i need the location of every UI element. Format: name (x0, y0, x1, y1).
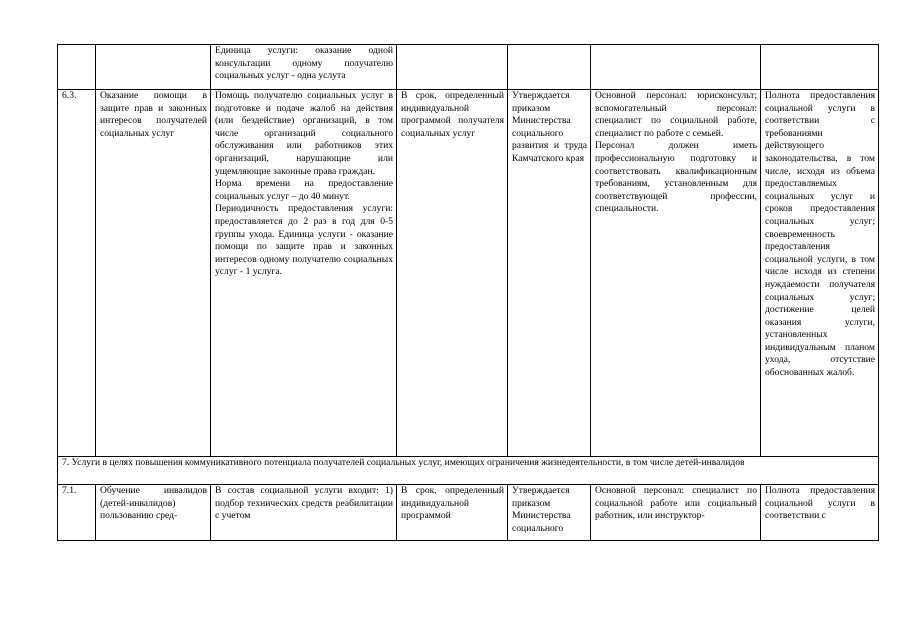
section-heading-row (58, 457, 879, 485)
cell-approval (508, 45, 591, 90)
cell-name: Обучение инвалидов (детей-инвалидов) пользованию сред- (96, 485, 211, 541)
cell-name: Оказание помощи в защите прав и законных интересов получателей социальных услуг (96, 90, 211, 457)
cell-staff (591, 90, 761, 457)
table-row-6-3 (58, 90, 879, 457)
cell-description: В состав социальной услуги входит: 1) подбор технических средств реабилитации с учетом (211, 485, 397, 541)
staff-requirements-text: Персонал должен иметь профессиональную подготовку и соответствовать квалификационным требованиям, установленным для соответствующей профессии, специальности. (595, 140, 757, 215)
cell-term: В срок, определенный индивидуальной программой получателя социальных услуг (397, 90, 508, 457)
cell-description (211, 90, 397, 457)
cell-description (211, 45, 397, 90)
time-norm-text: Норма времени на предоставление социальных услуг – до 40 минут. (215, 178, 393, 202)
cell-num (58, 45, 96, 90)
cell-name (96, 45, 211, 90)
table-row-continuation (58, 45, 879, 90)
cell-term (397, 45, 508, 90)
cell-approval: Утверждается приказом Министерства социального развития и труда Камчатского края (508, 90, 591, 457)
periodicity-text: Периодичность предоставления услуги: предоставляется до 2 раз в год для 0-5 группы ухода. Единица услуги - оказание помощи по защите прав и законных интересов одному получателю социальных услуг - 1 услуга. (215, 203, 393, 278)
table-row-7-1 (58, 485, 879, 541)
cell-num: 7.1. (58, 485, 96, 541)
unit-text: Единица услуги: оказание одной консультации одному получателю социальных услуг - одна услута (215, 45, 393, 82)
description-text: Помощь получателю социальных услуг в подготовке и подаче жалоб на действия (или бездействие) организаций, в том числе организаций социального обслуживания или работников этих организаций, нарушающие или ущемляющие законные права граждан. (215, 90, 393, 177)
cell-num: 6.3. (58, 90, 96, 457)
cell-term: В срок, определенный индивидуальной программой (397, 485, 508, 541)
cell-staff (591, 45, 761, 90)
section-heading: 7. Услуги в целях повышения коммуникативного потенциала получателей социальных услуг, имеющих ограничения жизнедеятельности, в том числе детей-инвалидов (58, 457, 879, 485)
services-table (57, 44, 879, 541)
cell-quality: Полнота предоставления социальной услуги в соответствии с требованиями действующего законодательства, в том числе, исходя из объема предоставляемых социальных услуг и сроков предоставления социальных услуг; своевременность предоставления социальной услуги, в том числе исходя из степени нуждаемости получателя социальных услуг; достижение целей оказания услуги, установленных индивидуальным планом ухода, отсутствие обоснованных жалоб. (761, 90, 879, 457)
staff-text: Основной персонал: юрисконсульт; вспомогательный персонал: специалист по социальной работе, специалист по работе с семьей. (595, 90, 757, 139)
cell-quality: Полнота предоставления социальной услуги в соответствии с (761, 485, 879, 541)
cell-approval: Утверждается приказом Министерства социального (508, 485, 591, 541)
cell-staff: Основной персонал: специалист по социальной работе или социальный работник, или инструктор- (591, 485, 761, 541)
cell-quality (761, 45, 879, 90)
